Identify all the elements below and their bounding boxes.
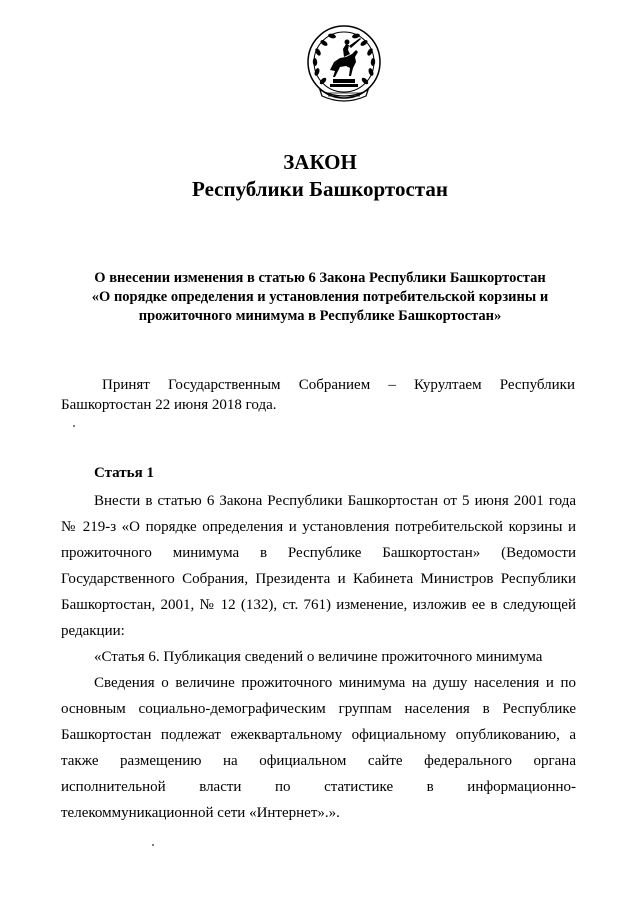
article-6-heading-line: «Статья 6. Публикация сведений о величине прожиточного минимума	[94, 649, 543, 665]
document-type-title: ЗАКОН	[283, 150, 357, 174]
article-line: основным социально-демографическим группам населения в Республике	[61, 701, 576, 717]
article-line: Сведения о величине прожиточного минимума на душу населения и по	[94, 675, 576, 691]
article-line: исполнительной власти по статистике в информационно-	[61, 779, 576, 795]
coat-of-arms-emblem	[306, 24, 382, 104]
article-line: № 219-з «О порядке определения и установления потребительской корзины и	[61, 519, 576, 535]
article-line: также размещению на официальном сайте федерального органа	[61, 753, 576, 769]
adoption-line-2: Башкортостан 22 июня 2018 года.	[61, 397, 277, 413]
article-line: прожиточного минимума в Республике Башкортостан» (Ведомости	[61, 545, 576, 561]
article-line: редакции:	[61, 623, 125, 639]
scan-speck	[73, 425, 75, 427]
article-line: Внести в статью 6 Закона Республики Башкортостан от 5 июня 2001 года	[94, 493, 576, 509]
article-1-heading: Статья 1	[94, 465, 154, 481]
adoption-line-1: Принят Государственным Собранием – Курултаем Республики	[102, 377, 575, 393]
subject-line-3: прожиточного минимума в Республике Башкортостан»	[138, 308, 502, 324]
issuer-title: Республики Башкортостан	[192, 177, 448, 201]
article-line: Башкортостан подлежат ежеквартальному официальному опубликованию, а	[61, 727, 576, 743]
subject-line-2: «О порядке определения и установления потребительской корзины и	[91, 289, 549, 305]
article-line: телекоммуникационной сети «Интернет».».	[61, 805, 340, 821]
article-line: Государственного Собрания, Президента и Кабинета Министров Республики	[61, 571, 576, 587]
scan-speck	[152, 844, 154, 846]
article-line: Башкортостан, 2001, № 12 (132), ст. 761) изменение, изложив ее в следующей	[61, 597, 576, 613]
subject-line-1: О внесении изменения в статью 6 Закона Республики Башкортостан	[94, 270, 546, 286]
